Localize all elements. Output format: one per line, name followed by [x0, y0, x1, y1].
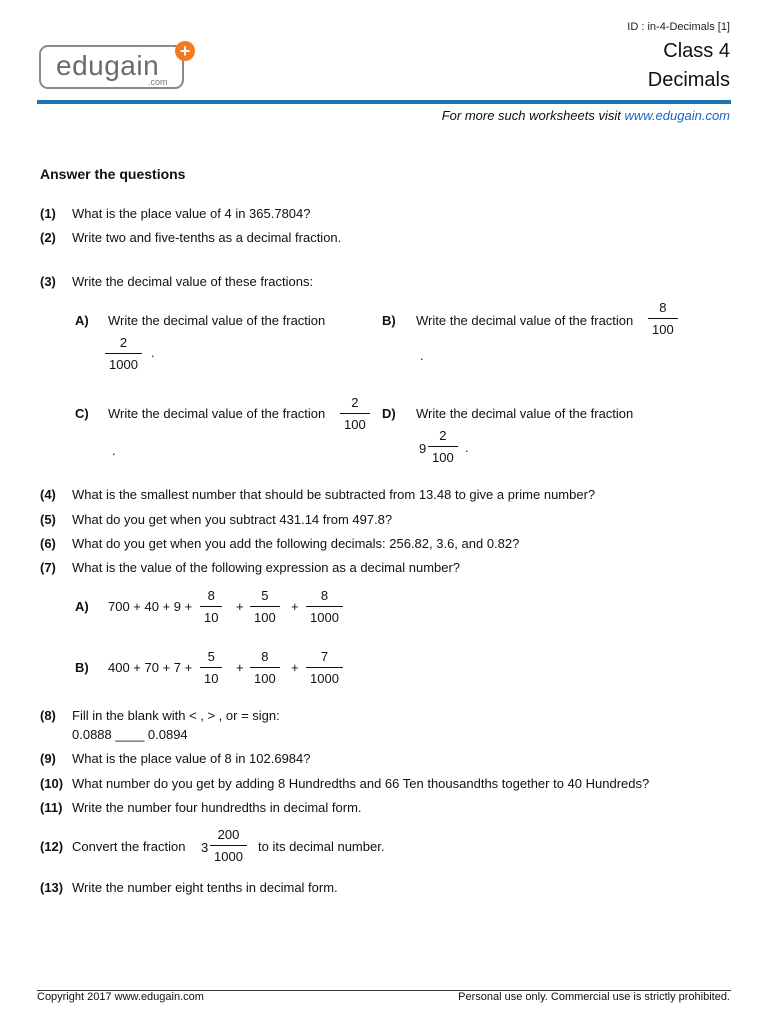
plus-sign: + — [291, 660, 299, 675]
footer-notice: Personal use only. Commercial use is strictly prohibited. — [458, 991, 730, 1003]
fraction — [200, 649, 222, 686]
fraction-numerator: 8 — [320, 588, 329, 603]
fraction-denominator: 10 — [200, 606, 222, 625]
question-number: (9) — [40, 751, 56, 766]
expression-lead: 700 + 40 + 9 + — [108, 599, 193, 614]
fraction — [428, 428, 458, 465]
visit-link[interactable]: www.edugain.com — [624, 108, 730, 123]
question-text: Convert the fraction — [72, 839, 186, 854]
comparison-line: 0.0888 ____ 0.0894 — [72, 727, 188, 742]
fraction-numerator: 2 — [439, 428, 447, 443]
question-number: (11) — [40, 800, 63, 815]
part-label: B) — [75, 660, 89, 675]
plus-sign: + — [236, 599, 244, 614]
answer-end: . — [112, 443, 116, 458]
visit-text: For more such worksheets visit — [441, 108, 621, 123]
fraction — [210, 827, 247, 864]
logo-text: edugain — [56, 50, 160, 81]
question-text: What is the place value of 8 in 102.6984? — [72, 751, 311, 766]
fraction-numerator: 7 — [320, 649, 329, 664]
fraction-denominator: 1000 — [306, 606, 343, 625]
fraction-denominator: 100 — [340, 413, 370, 432]
fraction — [250, 588, 280, 625]
fraction — [250, 649, 280, 686]
fraction-denominator: 100 — [250, 667, 280, 686]
question-number: (6) — [40, 536, 56, 551]
part-label: C) — [75, 406, 89, 421]
plus-sign: + — [236, 660, 244, 675]
question-text: What is the place value of 4 in 365.7804? — [72, 206, 311, 221]
fraction-denominator: 100 — [648, 318, 678, 337]
class-label: Class 4 — [663, 40, 730, 62]
fraction-numerator: 8 — [261, 649, 269, 664]
fraction-numerator: 200 — [217, 827, 240, 842]
fraction-denominator: 100 — [250, 606, 280, 625]
fraction-denominator: 1000 — [105, 353, 142, 372]
question-text: Write two and five-tenths as a decimal fraction. — [72, 230, 342, 245]
question-number: (10) — [40, 776, 64, 791]
answer-end: . — [465, 440, 469, 455]
fraction-denominator: 10 — [200, 667, 222, 686]
fraction — [648, 300, 678, 337]
answer-end: . — [151, 345, 155, 360]
question-text: Fill in the blank with < , > , or = sign: — [72, 708, 280, 723]
fraction — [340, 395, 370, 432]
edugain-logo[interactable] — [39, 45, 184, 89]
logo-sub: .com — [148, 77, 168, 87]
question-number: (3) — [40, 274, 56, 289]
part-text: Write the decimal value of the fraction — [416, 313, 634, 328]
part-label: D) — [382, 406, 396, 421]
expression-lead: 400 + 70 + 7 + — [108, 660, 193, 675]
question-number: (13) — [40, 880, 64, 895]
question-text: What do you get when you subtract 431.14 from 497.8? — [72, 512, 393, 527]
mixed-whole: 3 — [201, 840, 209, 855]
part-text: Write the decimal value of the fraction — [108, 313, 326, 328]
question-number: (8) — [40, 708, 56, 723]
fraction-denominator: 100 — [428, 446, 458, 465]
fraction-numerator: 8 — [659, 300, 667, 315]
question-number: (7) — [40, 560, 56, 575]
part-text: Write the decimal value of the fraction — [108, 406, 326, 421]
fraction — [105, 335, 142, 372]
worksheet-id: ID : in-4-Decimals [1] — [627, 21, 730, 33]
question-text: Write the number four hundredths in decimal form. — [72, 800, 362, 815]
question-text: What number do you get by adding 8 Hundredths and 66 Ten thousandths together to 40 Hundreds? — [72, 776, 650, 791]
header-rule — [37, 100, 731, 104]
fraction — [306, 588, 343, 625]
fraction-denominator: 1000 — [306, 667, 343, 686]
fraction-numerator: 2 — [119, 335, 128, 350]
visit-line — [442, 108, 730, 123]
part-text: Write the decimal value of the fraction — [416, 406, 634, 421]
mixed-whole: 9 — [419, 441, 427, 456]
question-text: What do you get when you add the following decimals: 256.82, 3.6, and 0.82? — [72, 536, 520, 551]
question-text: Write the decimal value of these fractions: — [72, 274, 314, 289]
question-text: What is the smallest number that should be subtracted from 13.48 to give a prime number? — [72, 487, 596, 502]
section-heading: Answer the questions — [40, 166, 186, 182]
fraction-numerator: 5 — [207, 649, 215, 664]
fraction — [306, 649, 343, 686]
answer-end: . — [420, 348, 424, 363]
fraction-numerator: 2 — [351, 395, 359, 410]
question-number: (1) — [40, 206, 56, 221]
logo-plus-icon: + — [175, 41, 195, 61]
question-number: (5) — [40, 512, 56, 527]
part-label: B) — [382, 313, 396, 328]
topic-title: Decimals — [647, 69, 730, 91]
question-number: (4) — [40, 487, 56, 502]
part-label: A) — [75, 599, 89, 614]
question-number: (12) — [40, 839, 64, 854]
fraction-denominator: 1000 — [210, 845, 247, 864]
question-text: What is the value of the following expression as a decimal number? — [72, 560, 461, 575]
question-text: to its decimal number. — [258, 839, 385, 854]
fraction-numerator: 8 — [207, 588, 215, 603]
question-number: (2) — [40, 230, 56, 245]
part-label: A) — [75, 313, 89, 328]
footer-copyright: Copyright 2017 www.edugain.com — [37, 991, 204, 1003]
plus-sign: + — [291, 599, 299, 614]
question-text: Write the number eight tenths in decimal form. — [72, 880, 338, 895]
fraction-numerator: 5 — [261, 588, 269, 603]
fraction — [200, 588, 222, 625]
